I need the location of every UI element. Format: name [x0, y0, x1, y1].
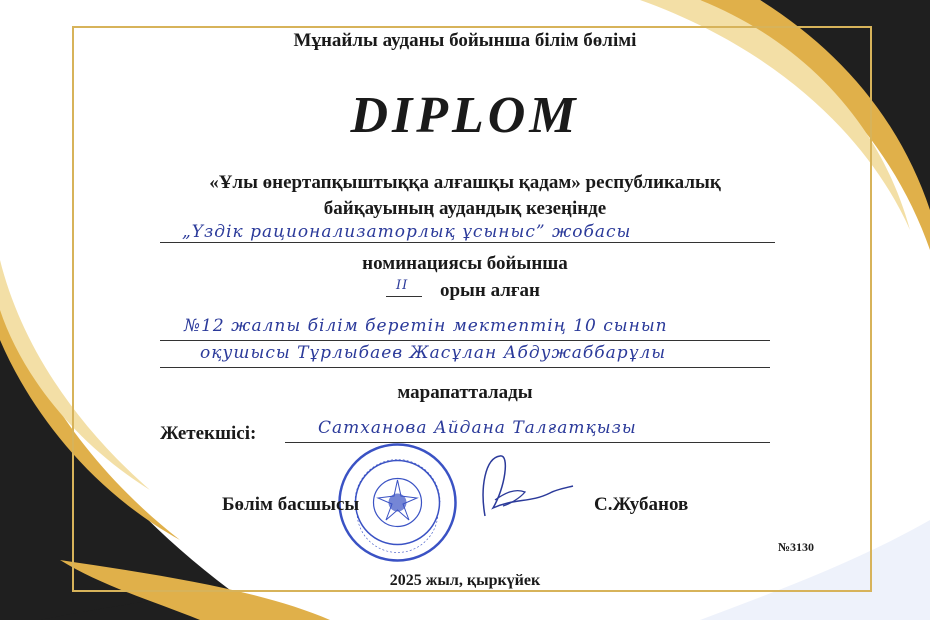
signature [455, 448, 585, 523]
issue-date: 2025 жыл, қыркүйек [389, 572, 541, 589]
diploma-number: №3130 [778, 540, 815, 554]
contest-line-1: «Ұлы өнертапқыштыққа алғашқы қадам» республикалық [209, 172, 721, 193]
supervisor-handwritten: Сатханова Айдана Талғатқызы [318, 418, 637, 438]
student-handwritten-2: оқушысы Тұрлыбаев Жасұлан Абдужаббарұлы [200, 343, 667, 363]
awarded-label: марапатталады [397, 382, 533, 403]
contest-line-2: байқауының аудандық кезеңінде [323, 198, 607, 219]
contest-text [0, 170, 930, 222]
head-label: Бөлім басшысы [222, 494, 360, 515]
head-name: С.Жубанов [594, 494, 689, 515]
student-handwritten-1: №12 жалпы білім беретін мектептің 10 сынып [184, 316, 668, 336]
place-label: орын алған [439, 280, 540, 301]
nomination-label: номинациясы бойынша [362, 253, 568, 274]
nomination-handwritten: „Үздік рационализаторлық ұсыныс” жобасы [182, 222, 632, 242]
organization-title: Мұнайлы ауданы бойынша білім бөлімі [293, 30, 637, 51]
supervisor-label: Жетекшісі: [160, 423, 257, 444]
diploma-title: DIPLOM [350, 87, 580, 144]
place-handwritten: II [396, 278, 409, 293]
